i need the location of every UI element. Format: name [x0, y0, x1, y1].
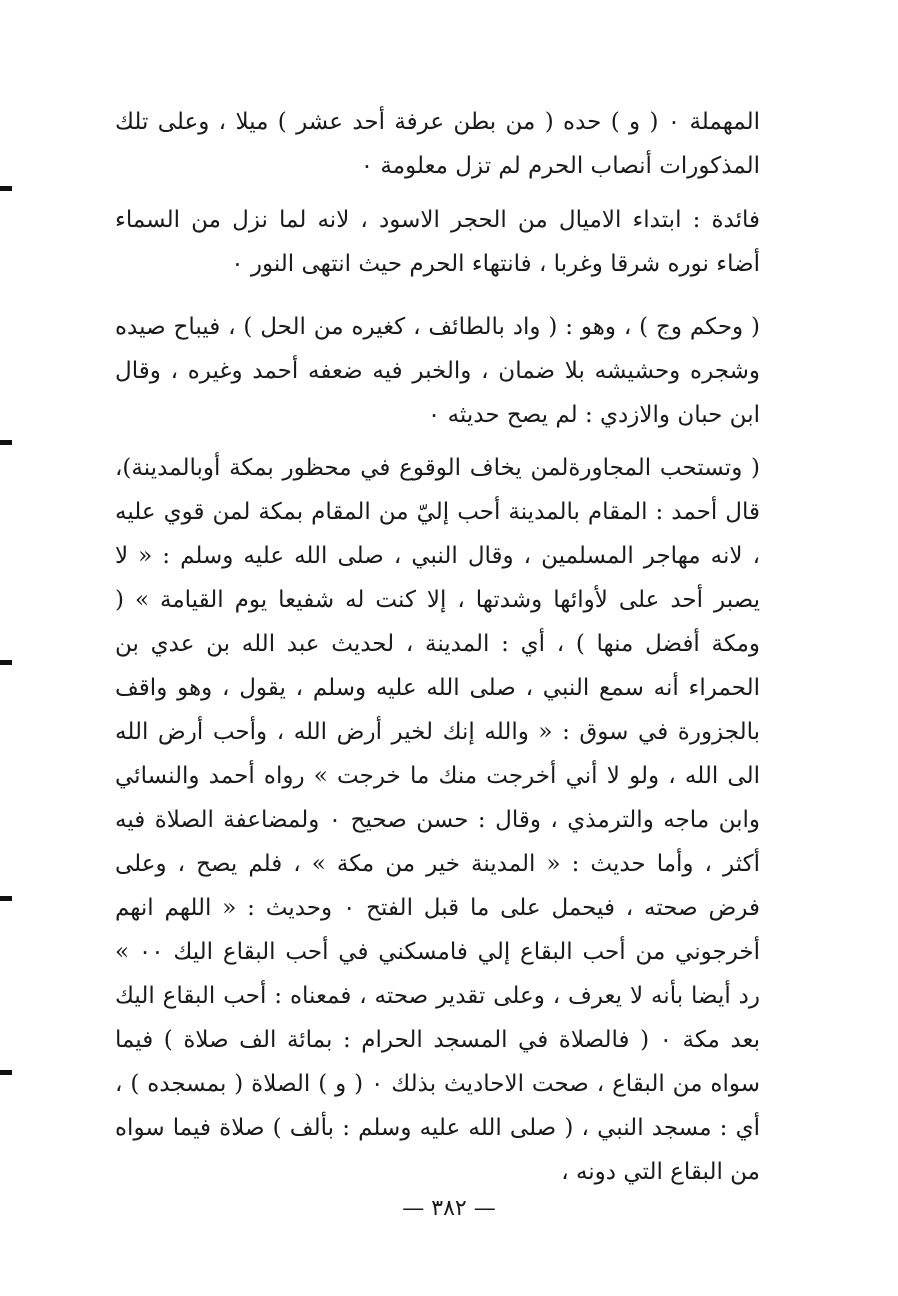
margin-mark [0, 1070, 12, 1075]
paragraph-text: ( وحكم وج ) ، وهو : ( واد بالطائف ، كغيره من الحل ) ، فيباح صيده وشجره وحشيشه بلا ضمان ، والخبر فيه ضعفه أحمد وغيره ، وقال ابن حبان والازدي : لم يصح حديثه ٠ [115, 314, 760, 428]
paragraph-3 [115, 305, 760, 437]
paragraph-1 [115, 100, 760, 188]
margin-mark [0, 186, 12, 191]
paragraph-text: ( وتستحب المجاورةلمن يخاف الوقوع في محظور بمكة أوبالمدينة)، قال أحمد : المقام بالمدينة أحب إليّ من المقام بمكة لمن قوي عليه ، لانه مهاجر المسلمين ، وقال النبي ، صلى الله عليه وسلم : « لا يصبر أحد على لأوائها وشدتها ، إلا كنت له شفيعا يوم القيامة » ( ومكة أفضل منها ) ، أي : المدينة ، لحديث عبد الله بن عدي بن الحمراء أنه سمع النبي ، صلى الله عليه وسلم ، يقول ، وهو واقف بالجزورة في سوق : « والله إنك لخير أرض الله ، وأحب أرض الله الى الله ، ولو لا أني أخرجت منك ما خرجت » رواه أحمد والنسائي وابن ماجه والترمذي ، وقال : حسن صحيح ٠ ولمضاعفة الصلاة فيه أكثر ، وأما حديث : « المدينة خير من مكة » ، فلم يصح ، وعلى فرض صحته ، فيحمل على ما قبل الفتح ٠ وحديث : « اللهم انهم أخرجوني من أحب البقاع إلي فامسكني في أحب البقاع اليك ٠٠ » رد أيضا بأنه لا يعرف ، وعلى تقدير صحته ، فمعناه : أحب البقاع اليك بعد مكة ٠ ( فالصلاة في المسجد الحرام : بمائة الف صلاة ) فيما سواه من البقاع ، صحت الاحاديث بذلك ٠ ( و ) الصلاة ( بمسجده ) ، أي : مسجد النبي ، ( صلى الله عليه وسلم : بألف ) صلاة فيما سواه من البقاع التي دونه ، [115, 455, 761, 1185]
margin-mark [0, 896, 12, 901]
paragraph-text: المهملة ٠ ( و ) حده ( من بطن عرفة أحد عشر ) ميلا ، وعلى تلك المذكورات أنصاب الحرم لم تزل معلومة ٠ [115, 109, 760, 179]
paragraph-2 [115, 198, 760, 286]
margin-mark [0, 440, 12, 445]
paragraph-text: فائدة : ابتداء الاميال من الحجر الاسود ، لانه لما نزل من السماء أضاء نوره شرقا وغربا ، فانتهاء الحرم حيث انتهى النور ٠ [115, 207, 760, 277]
page-number: — ٣٨٢ — [402, 1196, 496, 1221]
paragraph-4 [115, 446, 760, 1194]
margin-mark [0, 660, 12, 665]
